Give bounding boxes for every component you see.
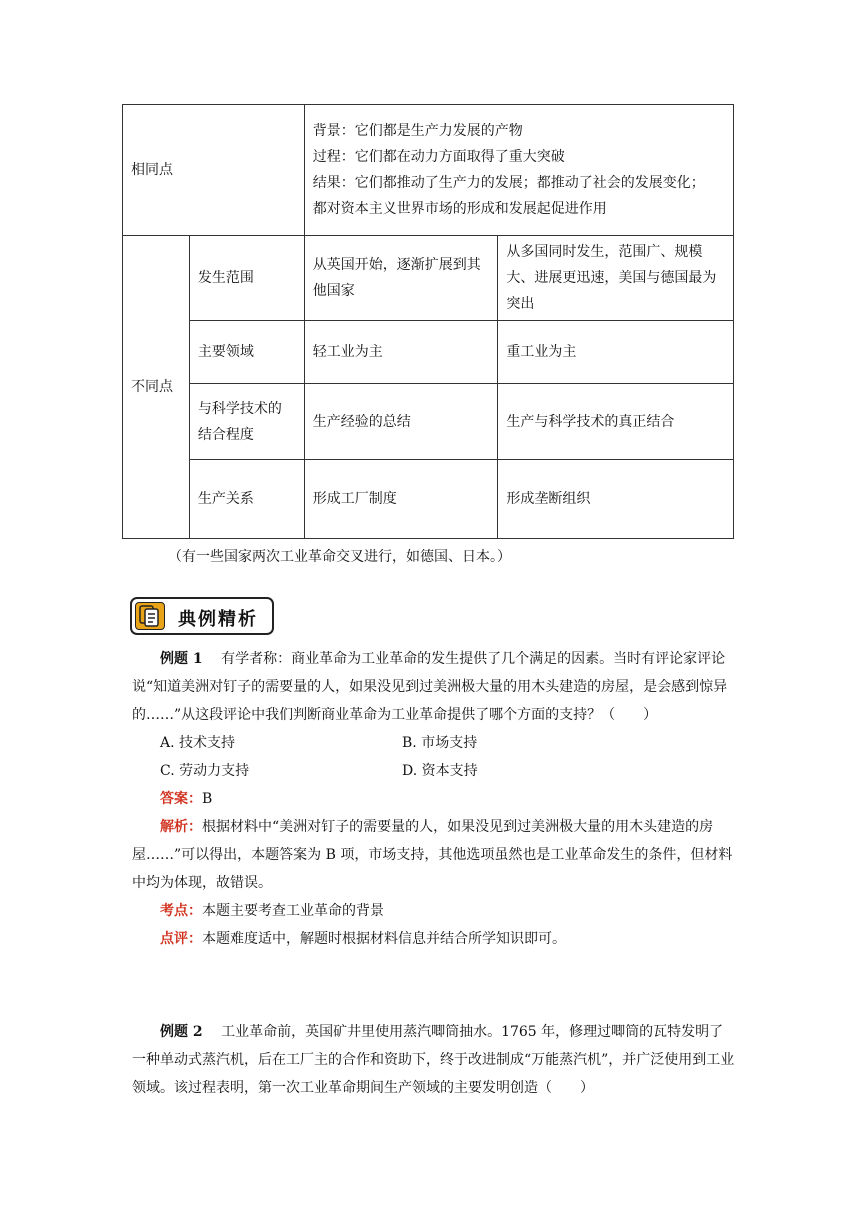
same-line: 背景：它们都是生产力发展的产物 [312,123,523,139]
same-line: 过程：它们都在动力方面取得了重大突破 [312,149,565,165]
aspect-cell: 主要领域 [189,321,304,384]
example-1-stem: 有学者称：商业革命为工业革命的发生提供了几个满足的因素。当时有评论家评论说“知道美洲对钉子的需要量的人，如果没见到过美洲极大量的用木头建造的房屋，是会感到惊异的……”从这段评论中我们判断商业革命为工业革命提供了哪个方面的支持？（ ） [132,651,728,723]
second-revolution-cell: 生产与科学技术的真正结合 [498,384,734,460]
option-b: B. 市场支持 [402,735,478,751]
aspect-cell: 生产关系 [189,460,304,539]
document-icon [135,602,165,630]
key-point-label: 考点： [160,903,202,919]
table-note: （有一些国家两次工业革命交叉进行，如德国、日本。） [168,549,511,565]
options [132,729,736,785]
second-revolution-cell: 从多国同时发生，范围广、规模大、进展更迅速，美国与德国最为突出 [498,236,734,321]
comment-label: 点评： [160,931,202,947]
same-line: 都对资本主义世界市场的形成和发展起促进作用 [312,201,607,217]
first-revolution-cell: 轻工业为主 [304,321,498,384]
analysis-label: 解析： [160,819,202,835]
example-2-stem: 工业革命前，英国矿井里使用蒸汽唧筒抽水。1765 年，修理过唧筒的瓦特发明了一种单动式蒸汽机，后在工厂主的合作和资助下，终于改进制成“万能蒸汽机”，并广泛使用到工业领域。该过程表明，第一次工业革命期间生产领域的主要发明创造（ ） [132,1024,735,1096]
example-2 [132,1018,736,1102]
same-label: 相同点 [123,105,305,236]
first-revolution-cell: 从英国开始，逐渐扩展到其他国家 [304,236,498,321]
analysis-text: 根据材料中“美洲对钉子的需要量的人，如果没见到过美洲极大量的用木头建造的房屋……”可以得出，本题答案为 B 项，市场支持，其他选项虽然也是工业革命发生的条件，但材料中均为体现，故错误。 [132,819,733,891]
example-1 [132,645,736,953]
section-title: 典例精析 [178,609,258,630]
example-2-label: 例题 2 [160,1024,203,1040]
option-c: C. 劳动力支持 [160,763,250,779]
first-revolution-cell: 形成工厂制度 [304,460,498,539]
example-1-label: 例题 1 [160,651,203,667]
second-revolution-cell: 重工业为主 [498,321,734,384]
comment-text: 本题难度适中，解题时根据材料信息并结合所学知识即可。 [202,931,566,947]
answer-label: 答案： [160,791,202,807]
diff-label: 不同点 [123,236,190,539]
second-revolution-cell: 形成垄断组织 [498,460,734,539]
aspect-cell: 发生范围 [189,236,304,321]
comparison-table [122,104,734,539]
section-header [130,597,274,635]
same-content [304,105,733,236]
same-line: 结果：它们都推动了生产力的发展；都推动了社会的发展变化； [312,175,705,191]
key-point-text: 本题主要考查工业革命的背景 [202,903,384,919]
aspect-cell: 与科学技术的结合程度 [189,384,304,460]
option-d: D. 资本支持 [402,763,478,779]
answer-value: B [202,791,213,807]
first-revolution-cell: 生产经验的总结 [304,384,498,460]
option-a: A. 技术支持 [160,735,236,751]
